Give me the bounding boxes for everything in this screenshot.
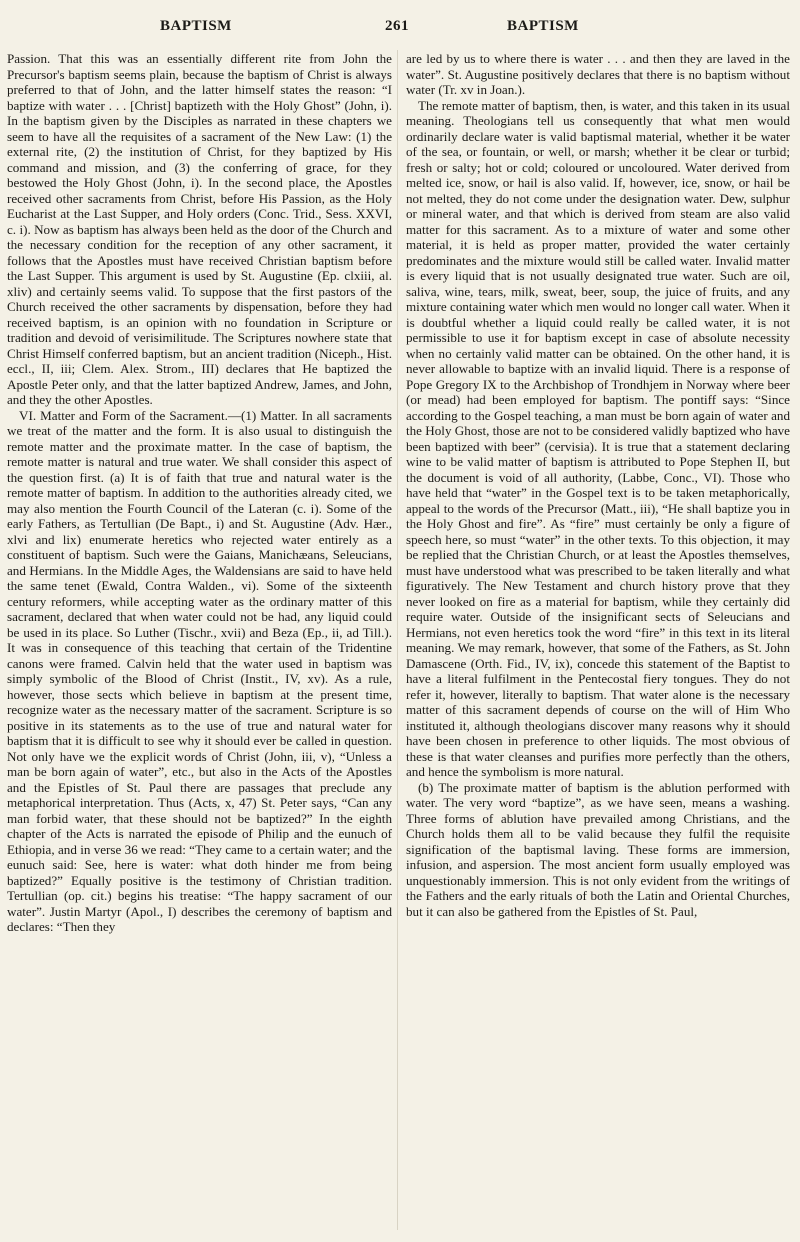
paragraph-continuation: are led by us to where there is water . . . and then they are laved in the water”. St. Augustine positively declares that there is no baptism without water (Tr. xv in Joan.). xyxy=(406,51,790,97)
column-gutter xyxy=(397,50,398,1230)
paragraph-remote-matter: The remote matter of baptism, then, is water, and this taken in its usual meaning. Theologians tell us consequently that what men would ordinarily declare water is valid baptismal material, whether it be water of the sea, or fountain, or well, or marsh; whether it be clear or turbid; fresh or salty; hot or cold; coloured or uncoloured. Water derived from melted ice, snow, or hail is also valid. If, however, ice, snow, or hail be not melted, they do not come under the designation water. Dew, sulphur or mineral water, and that which is derived from steam are also valid matter for this sacrament. As to a mixture of water and some other material, it is held as proper matter, provided the water certainly predominates and the mixture would still be called water. Invalid matter is every liquid that is not usually designated true water. Such are oil, saliva, wine, tears, milk, sweat, beer, soup, the juice of fruits, and any mixture containing water which men would no longer call water. When it is doubtful whether a liquid could really be called water, it is not permissible to use it for baptism except in case of absolute necessity when no certainly valid matter can be obtained. On the other hand, it is never allowable to baptize with an invalid liquid. There is a response of Pope Gregory IX to the Archbishop of Trondhjem in Norway where beer (or mead) had been employed for baptism. The pontiff says: “Since according to the Gospel teaching, a man must be born again of water and the Holy Ghost, those are not to be considered validly baptized who have been baptized with beer” (cervisia). It is true that a statement declaring wine to be valid matter of baptism is attributed to Pope Stephen II, but the document is void of all authority, (Labbe, Conc., VI). Those who have held that “water” in the Gospel text is to be taken metaphorically, appeal to the words of the Precursor (Matt., iii), “He shall baptize you in the Holy Ghost and fire”. As “fire” must certainly be only a figure of speech here, so must “water” in the other texts. To this objection, it may be replied that the Christian Church, or at least the Apostles themselves, must have understood what was prescribed to be taken literally and what figuratively. The New Testament and church history prove that they never looked on fire as a material for baptism, while they certainly did require water. Outside of the insignificant sects of Seleucians and Hermians, not even heretics took the word “fire” in this text in its literal meaning. We may remark, however, that some of the Fathers, as St. John Damascene (Orth. Fid., IV, ix), concede this statement of the Baptist to have a literal fulfilment in the Pentecostal fiery tongues. They do not refer it, however, literally to baptism. That water alone is the necessary matter of this sacrament depends of course on the will of Him Who instituted it, although theologians discover many reasons why it should have been chosen in preference to other liquids. The most obvious of these is that water cleanses and purifies more perfectly than the others, and hence the symbolism is more natural. xyxy=(406,97,790,779)
right-column xyxy=(406,51,790,1236)
left-column xyxy=(7,51,392,1236)
running-header xyxy=(0,0,800,36)
paragraph-proximate-matter: (b) The proximate matter of baptism is the ablution performed with water. The very word “baptize”, as we have seen, means a washing. Three forms of ablution have prevailed among Christians, and the Church holds them all to be valid because they fulfil the requisite signification of the baptismal laving. These forms are immersion, infusion, and aspersion. The most ancient form usually employed was unquestionably immersion. This is not only evident from the writings of the Fathers and the early rituals of both the Latin and Oriental Churches, but it can also be gathered from the Epistles of St. Paul, xyxy=(406,779,790,919)
page-number: 261 xyxy=(385,18,409,34)
running-head-right: BAPTISM xyxy=(507,18,579,34)
paragraph-matter-and-form: VI. Matter and Form of the Sacrament.—(1) Matter. In all sacraments we treat of the matter and the form. It is also usual to distinguish the remote matter and the proximate matter. In the case of baptism, the remote matter is natural and true water. We shall consider this aspect of the question first. (a) It is of faith that true and natural water is the remote matter of baptism. In addition to the authorities already cited, we may also mention the Fourth Council of the Lateran (c. i). Some of the early Fathers, as Tertullian (De Bapt., i) and St. Augustine (Adv. Hær., xlvi and lix) enumerate heretics who rejected water entirely as a constituent of baptism. Such were the Gaians, Manichæans, Seleucians, and Hermians. In the Middle Ages, the Waldensians are said to have held the same tenet (Ewald, Contra Walden., vi). Some of the sixteenth century reformers, while accepting water as the ordinary matter of this sacrament, declared that when water could not be had, any liquid could be used in its place. So Luther (Tischr., xvii) and Beza (Ep., ii, ad Till.). It was in consequence of this teaching that certain of the Tridentine canons were framed. Calvin held that the water used in baptism was simply symbolic of the Blood of Christ (Instit., IV, xv). As a rule, however, those sects which believe in baptism at the present time, recognize water as the necessary matter of the sacrament. Scripture is so positive in its statements as to the use of true and natural water for baptism that it is difficult to see why it should ever be called in question. Not only have we the explicit words of Christ (John, iii, v), “Unless a man be born again of water”, etc., but also in the Acts of the Apostles and the Epistles of St. Paul there are passages that preclude any metaphorical interpretation. Thus (Acts, x, 47) St. Peter says, “Can any man forbid water, that these should not be baptized?” In the eighth chapter of the Acts is narrated the episode of Philip and the eunuch of Ethiopia, and in verse 36 we read: “They came to a certain water; and the eunuch said: See, here is water: what doth hinder me from being baptized?” Equally positive is the testimony of Christian tradition. Tertullian (op. cit.) begins his treatise: “The happy sacrament of our water”. Justin Martyr (Apol., I) describes the ceremony of baptism and declares: “Then they xyxy=(7,407,392,934)
paragraph-apostles-baptism: Passion. That this was an essentially different rite from John the Precursor's baptism seems plain, because the baptism of Christ is always preferred to that of John, and the latter himself states the reason: “I baptize with water . . . [Christ] baptizeth with the Holy Ghost” (John, i). In the baptism given by the Disciples as narrated in these chapters we seem to have all the requisites of a sacrament of the New Law: (1) the external rite, (2) the institution of Christ, for they baptized by His command and mission, and (3) the conferring of grace, for they bestowed the Holy Ghost (John, i). In the second place, the Apostles received other sacraments from Christ, before His Passion, as the Holy Eucharist at the Last Supper, and Holy orders (Conc. Trid., Sess. XXVI, c. i). Now as baptism has always been held as the door of the Church and the necessary condition for the reception of any other sacrament, it follows that the Apostles must have received Christian baptism before the Last Supper. This argument is used by St. Augustine (Ep. clxiii, al. xliv) and certainly seems valid. To suppose that the first pastors of the Church received the other sacraments by dispensation, before they had received baptism, is an opinion with no foundation in Scripture or tradition and devoid of verisimilitude. The Scriptures nowhere state that Christ Himself conferred baptism, but an ancient tradition (Niceph., Hist. eccl., II, iii; Clem. Alex. Strom., III) declares that He baptized the Apostle Peter only, and that the latter baptized Andrew, James, and John, and they the other Apostles. xyxy=(7,51,392,407)
running-head-left: BAPTISM xyxy=(160,18,232,34)
